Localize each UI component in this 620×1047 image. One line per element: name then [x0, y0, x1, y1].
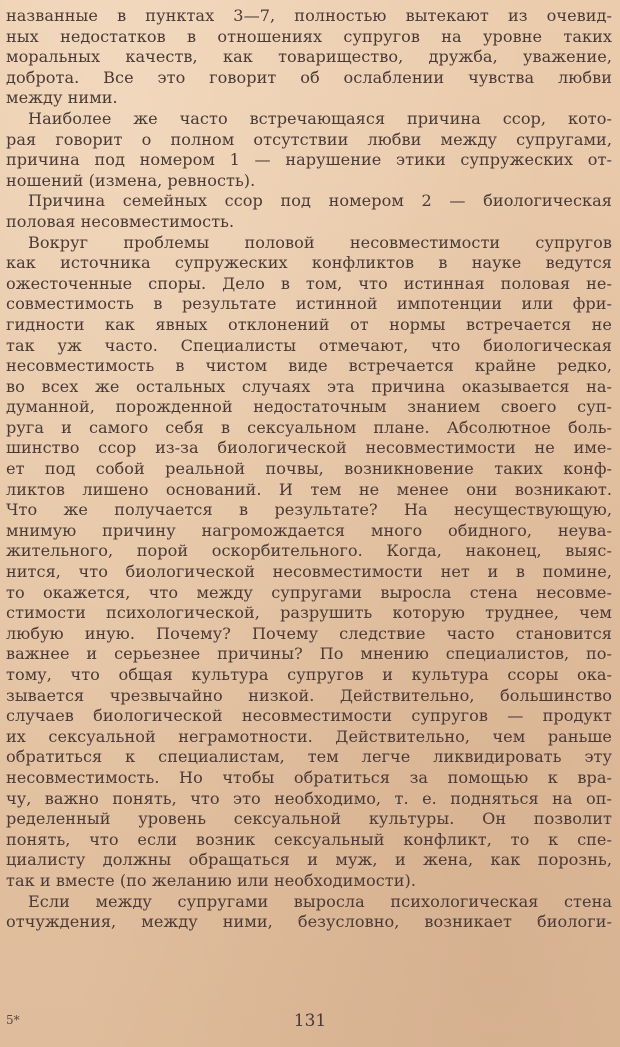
text-line: Что же получается в результате? На несуществующую,: [6, 500, 612, 520]
text-line: шинство ссор из-за биологической несовместимости не име-: [6, 438, 612, 458]
text-line: случаев биологической несовместимости супругов — продукт: [6, 706, 612, 726]
text-line: стимости психологической, разрушить которую труднее, чем: [6, 603, 612, 623]
text-line: обратиться к специалистам, тем легче ликвидировать эту: [6, 747, 612, 767]
text-line: жительного, порой оскорбительного. Когда, наконец, выяс-: [6, 541, 612, 561]
text-line: так уж часто. Специалисты отмечают, что биологическая: [6, 335, 612, 355]
text-line: думанной, порожденной недостаточным знанием своего суп-: [6, 397, 612, 417]
text-line: так и вместе (по желанию или необходимости).: [6, 870, 416, 890]
text-line: доброта. Все это говорит об ослаблении чувства любви: [6, 67, 612, 87]
text-line: зывается чрезвычайно низкой. Действительно, большинство: [6, 685, 612, 705]
body-text: [6, 6, 612, 933]
text-line: нится, что биологической несовместимости нет и в помине,: [6, 562, 612, 582]
text-line: названные в пунктах 3—7, полностью вытекают из очевид-: [6, 6, 612, 25]
text-line: несовместимость в чистом виде встречается крайне редко,: [6, 356, 612, 376]
text-line: Наиболее же часто встречающаяся причина ссор, кото-: [28, 108, 612, 128]
text-line: ликтов лишено оснований. И тем не менее они возникают.: [6, 479, 612, 499]
text-line: понять, что если возник сексуальный конфликт, то к спе-: [6, 829, 612, 849]
text-line: тому, что общая культура супругов и культура ссоры ока-: [6, 665, 612, 684]
text-line: отчуждения, между ними, безусловно, возникает биологи-: [6, 912, 612, 932]
text-line: циалисту должны обращаться и муж, и жена, как порознь,: [6, 850, 612, 870]
text-line: важнее и серьезнее причины? По мнению специалистов, по-: [6, 644, 612, 664]
text-line: половая несовместимость.: [6, 211, 235, 231]
text-line: ных недостатков в отношениях супругов на уровне таких: [6, 26, 612, 46]
text-line: во всех же остальных случаях эта причина оказывается на-: [6, 376, 612, 396]
text-line: Вокруг проблемы половой несовместимости супругов: [28, 232, 612, 252]
text-line: рая говорит о полном отсутствии любви между супругами,: [6, 129, 612, 149]
text-line: их сексуальной неграмотности. Действительно, чем раньше: [6, 726, 612, 746]
signature-mark: 5*: [6, 1013, 20, 1027]
text-line: Если между супругами выросла психологическая стена: [28, 891, 612, 911]
text-line: ределенный уровень сексуальной культуры. Он позволит: [6, 809, 612, 829]
text-line: ожесточенные споры. Дело в том, что истинная половая не-: [6, 273, 612, 293]
text-line: мнимую причину нагромождается много обидного, неува-: [6, 520, 612, 540]
text-line: между ними.: [6, 88, 118, 108]
text-line: как источника супружеских конфликтов в науке ведутся: [6, 253, 612, 273]
text-line: гидности как явных отклонений от нормы встречается не: [6, 314, 612, 334]
text-line: несовместимость. Но чтобы обратиться за помощью к вра-: [6, 767, 612, 787]
text-line: Причина семейных ссор под номером 2 — биологическая: [28, 191, 612, 211]
text-line: руга и самого себя в сексуальном плане. Абсолютное боль-: [6, 417, 612, 437]
text-line: ет под собой реальной почвы, возникновение таких конф-: [6, 459, 612, 479]
text-line: совместимость в результате истинной импотенции или фри-: [6, 294, 612, 314]
text-line: причина под номером 1 — нарушение этики супружеских от-: [6, 150, 612, 170]
text-line: любую иную. Почему? Почему следствие часто становится: [6, 623, 612, 643]
text-line: чу, важно понять, что это необходимо, т. е. подняться на оп-: [6, 788, 612, 808]
text-line: ношений (измена, ревность).: [6, 170, 256, 190]
text-line: моральных качеств, как товарищество, дружба, уважение,: [6, 47, 612, 67]
page-number: 131: [293, 1011, 327, 1031]
text-line: то окажется, что между супругами выросла стена несовме-: [6, 582, 612, 602]
